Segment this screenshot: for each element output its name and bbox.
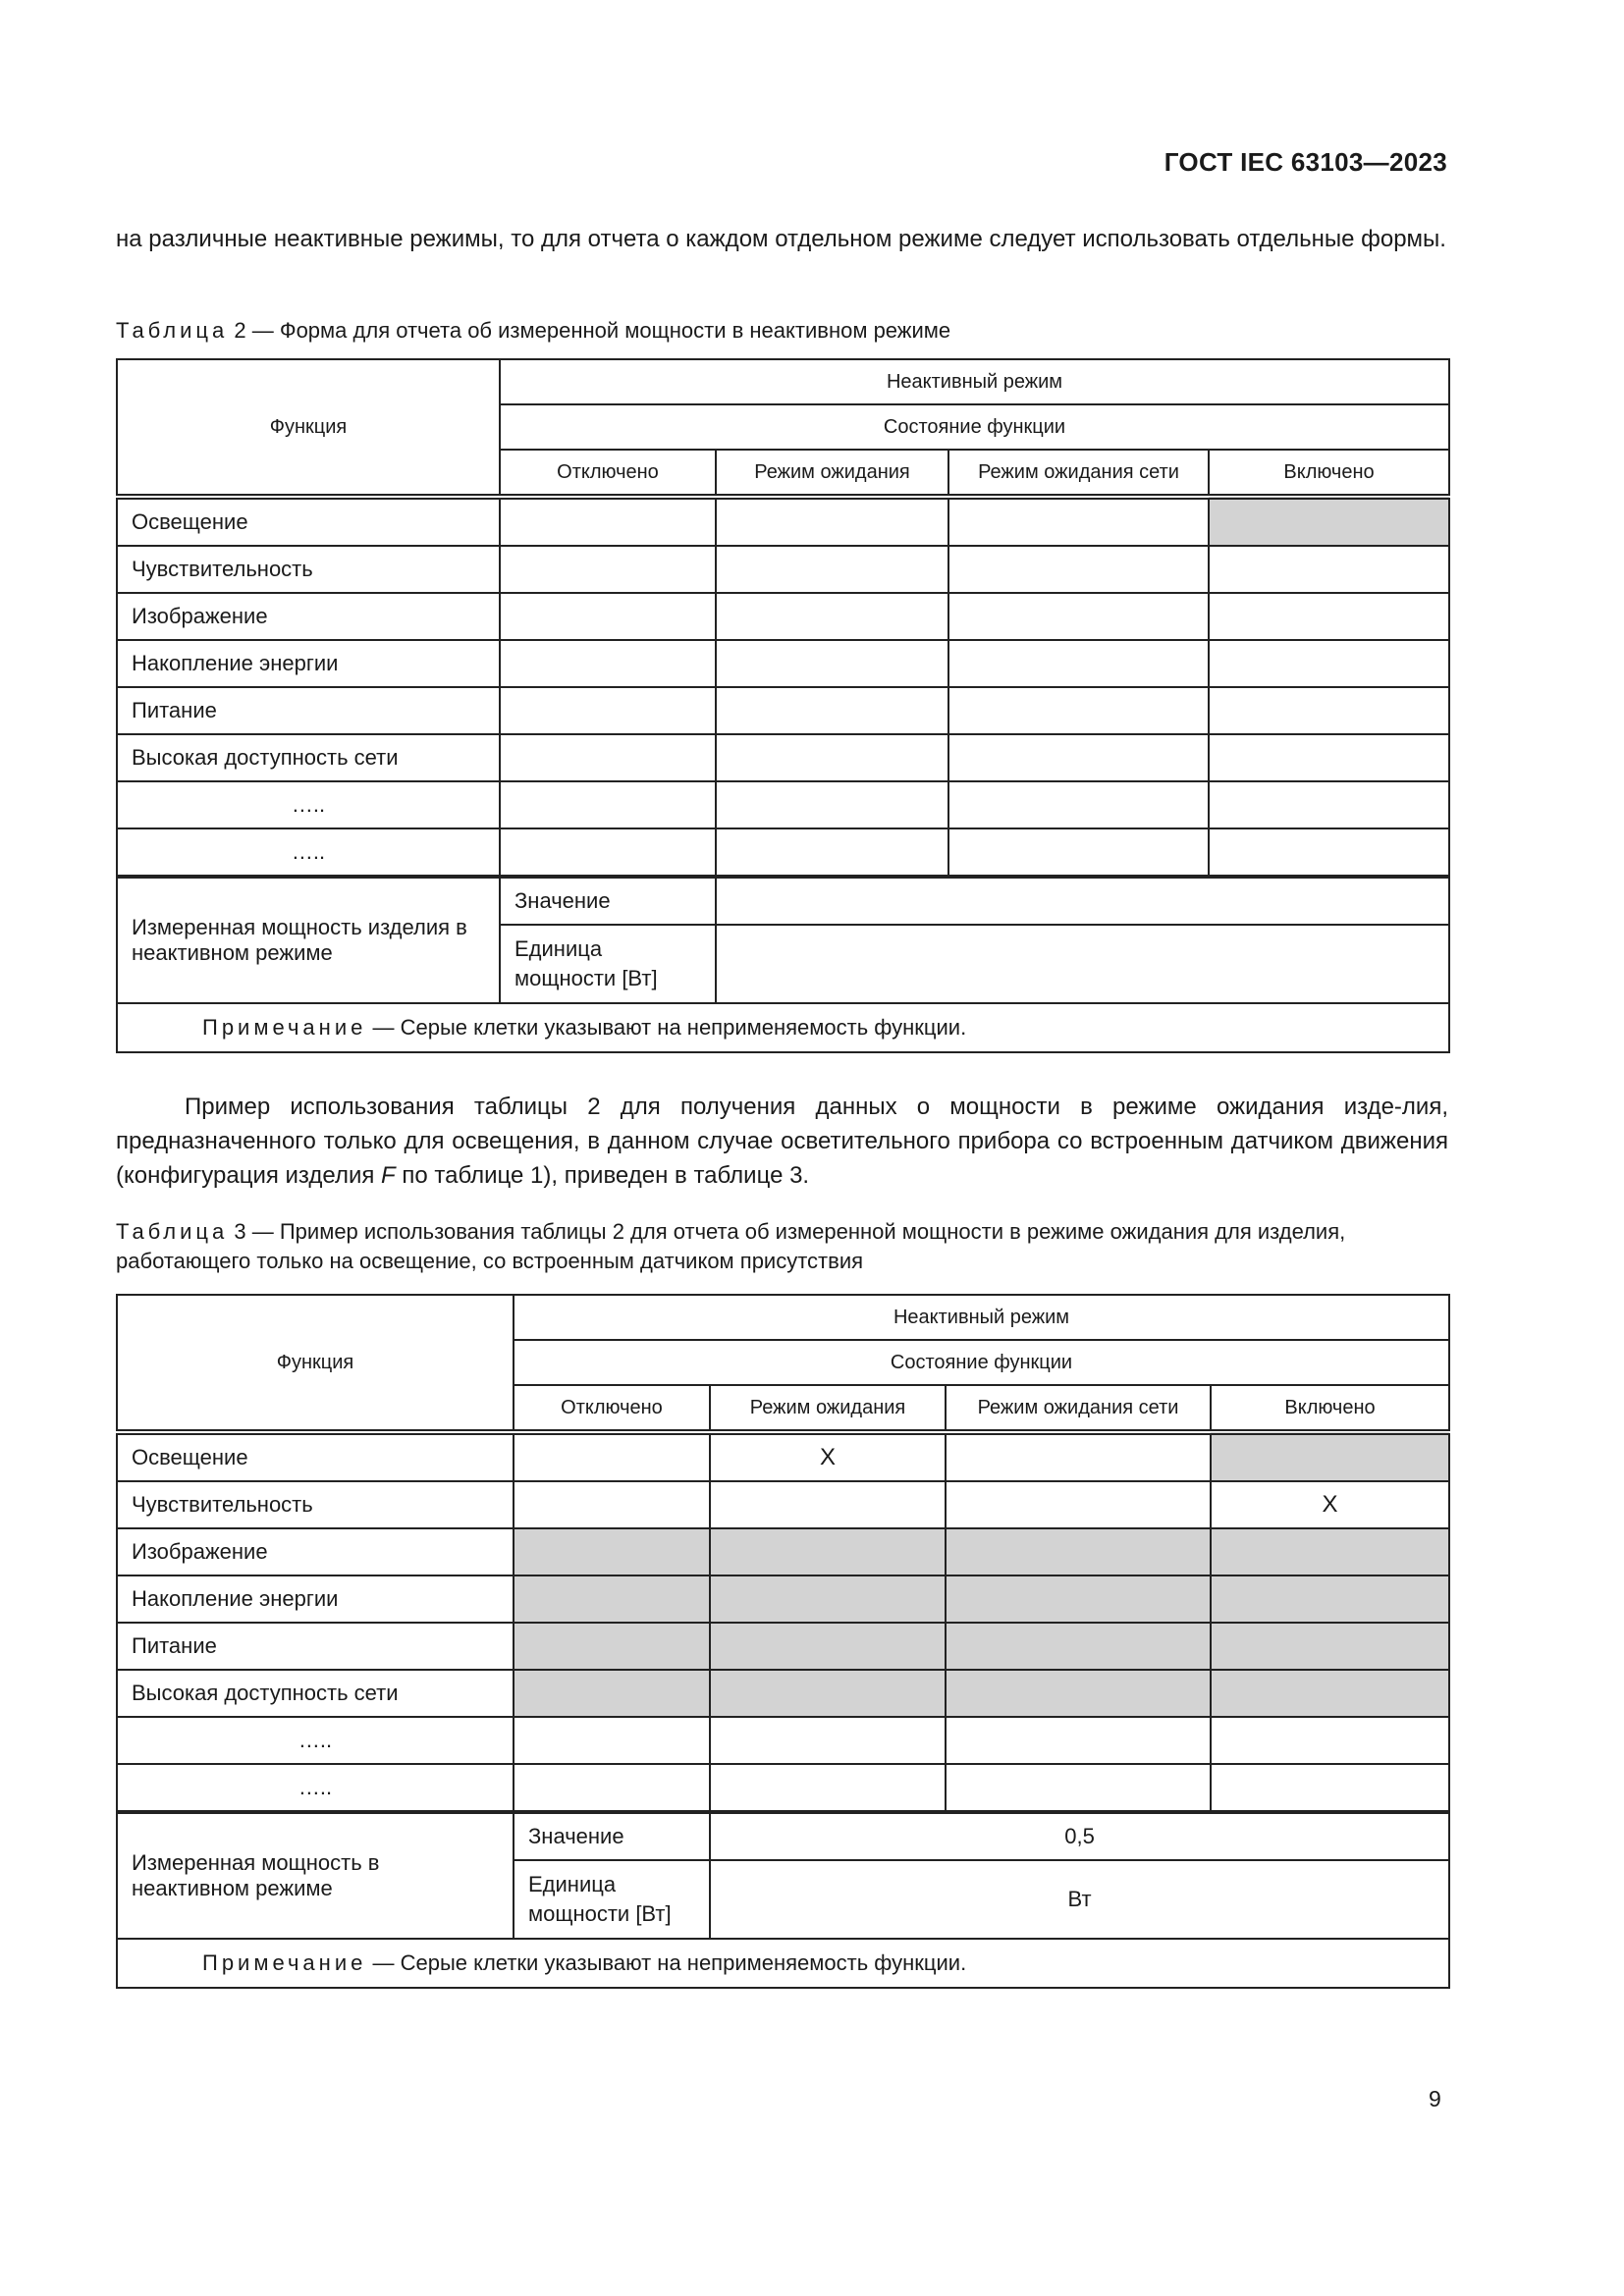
state-cell: X: [1211, 1481, 1449, 1528]
table3-caption-text: 3 — Пример использования таблицы 2 для отчета об измеренной мощности в режиме ожидания для изделия, работающего только на освещение, со встроенным датчиком присутствия: [116, 1219, 1346, 1273]
note-label: Примечание: [202, 1015, 367, 1040]
header-state-standby: Режим ожидания: [716, 450, 948, 497]
state-cell: [946, 1717, 1211, 1764]
value-cell: [716, 877, 1449, 925]
document-id: ГОСТ IEC 63103—2023: [1164, 147, 1447, 177]
function-cell: Изображение: [117, 593, 500, 640]
function-cell: Чувствительность: [117, 546, 500, 593]
state-cell: [514, 1764, 710, 1812]
table3-caption-label: Таблица: [116, 1219, 229, 1244]
state-cell: [1209, 781, 1449, 828]
table-note: [117, 1939, 1449, 1988]
function-cell: Высокая доступность сети: [117, 1670, 514, 1717]
state-cell: [500, 781, 716, 828]
not-applicable-cell: [946, 1528, 1211, 1575]
value-label: Значение: [500, 877, 716, 925]
not-applicable-cell: [1211, 1575, 1449, 1623]
header-function-state: Состояние функции: [500, 404, 1449, 450]
not-applicable-cell: [1211, 1528, 1449, 1575]
function-cell: Накопление энергии: [117, 1575, 514, 1623]
value-cell: 0,5: [710, 1812, 1449, 1860]
table-row: [117, 1717, 1449, 1764]
state-cell: [514, 1432, 710, 1481]
table3: [116, 1294, 1450, 1989]
state-cell: [500, 640, 716, 687]
table-row: [117, 781, 1449, 828]
not-applicable-cell: [1211, 1623, 1449, 1670]
unit-cell: [716, 925, 1449, 1003]
header-function-state: Состояние функции: [514, 1340, 1449, 1385]
not-applicable-cell: [514, 1528, 710, 1575]
example-paragraph: [116, 1090, 1448, 1193]
state-cell: [948, 640, 1209, 687]
state-cell: [500, 828, 716, 877]
measured-value-row: [117, 877, 1449, 925]
not-applicable-cell: [514, 1670, 710, 1717]
table-note: [117, 1003, 1449, 1052]
function-cell: Накопление энергии: [117, 640, 500, 687]
state-cell: [946, 1481, 1211, 1528]
example-text-before: Пример использования таблицы 2 для получения данных о мощности в режиме ожидания изде-лия, предназначенного только для освещения, в данном случае осветительного прибора со встроенным датчиком движения (конфигурация изделия: [116, 1094, 1448, 1189]
measured-power-label: Измеренная мощность в неактивном режиме: [117, 1812, 514, 1939]
state-cell: [946, 1432, 1211, 1481]
header-state-on: Включено: [1211, 1385, 1449, 1432]
function-cell: Освещение: [117, 497, 500, 546]
not-applicable-cell: [1211, 1670, 1449, 1717]
table3-caption: [116, 1217, 1448, 1276]
state-cell: [1209, 546, 1449, 593]
header-inactive-mode: Неактивный режим: [514, 1295, 1449, 1340]
note-row: [117, 1939, 1449, 1988]
table-row: [117, 1670, 1449, 1717]
table-row: [117, 1432, 1449, 1481]
not-applicable-cell: [710, 1670, 946, 1717]
state-cell: [948, 497, 1209, 546]
function-cell: Высокая доступность сети: [117, 734, 500, 781]
header-state-on: Включено: [1209, 450, 1449, 497]
state-cell: [716, 687, 948, 734]
table2-caption-text: 2 — Форма для отчета об измеренной мощности в неактивном режиме: [234, 318, 951, 343]
state-cell: [948, 546, 1209, 593]
function-cell: …..: [117, 781, 500, 828]
not-applicable-cell: [514, 1623, 710, 1670]
state-cell: [1211, 1764, 1449, 1812]
table-row: [117, 1481, 1449, 1528]
state-cell: [716, 640, 948, 687]
state-cell: [500, 593, 716, 640]
state-cell: [716, 546, 948, 593]
header-function: Функция: [117, 1295, 514, 1432]
not-applicable-cell: [710, 1575, 946, 1623]
note-text: — Серые клетки указывают на неприменяемость функции.: [372, 1015, 967, 1040]
state-cell: [948, 593, 1209, 640]
table-row: [117, 734, 1449, 781]
state-cell: [514, 1717, 710, 1764]
table2-caption: [116, 316, 1448, 346]
header-state-standby: Режим ожидания: [710, 1385, 946, 1432]
table2-caption-label: Таблица: [116, 318, 229, 343]
state-cell: [1209, 687, 1449, 734]
function-cell: …..: [117, 1764, 514, 1812]
table2: [116, 358, 1450, 1053]
state-cell: [710, 1717, 946, 1764]
value-label: Значение: [514, 1812, 710, 1860]
table-row: [117, 1528, 1449, 1575]
state-cell: [500, 497, 716, 546]
header-state-network-standby: Режим ожидания сети: [946, 1385, 1211, 1432]
intro-paragraph: на различные неактивные режимы, то для отчета о каждом отдельном режиме следует использовать отдельные формы.: [116, 226, 1446, 252]
state-cell: [710, 1764, 946, 1812]
state-cell: [1209, 828, 1449, 877]
table-row: [117, 593, 1449, 640]
unit-cell: Вт: [710, 1860, 1449, 1939]
state-cell: [946, 1764, 1211, 1812]
header-function: Функция: [117, 359, 500, 497]
state-cell: [948, 781, 1209, 828]
measured-value-row: [117, 1812, 1449, 1860]
function-cell: Питание: [117, 1623, 514, 1670]
table-row: [117, 687, 1449, 734]
not-applicable-cell: [946, 1575, 1211, 1623]
state-cell: [716, 781, 948, 828]
state-cell: [716, 497, 948, 546]
not-applicable-cell: [710, 1623, 946, 1670]
state-cell: [716, 734, 948, 781]
state-cell: [948, 734, 1209, 781]
table-row: [117, 828, 1449, 877]
note-row: [117, 1003, 1449, 1052]
table-row: [117, 1575, 1449, 1623]
header-state-network-standby: Режим ожидания сети: [948, 450, 1209, 497]
state-cell: X: [710, 1432, 946, 1481]
not-applicable-cell: [514, 1575, 710, 1623]
state-cell: [514, 1481, 710, 1528]
table-row: [117, 1764, 1449, 1812]
function-cell: Питание: [117, 687, 500, 734]
state-cell: [500, 687, 716, 734]
table-row: [117, 546, 1449, 593]
function-cell: …..: [117, 1717, 514, 1764]
table-row: [117, 1623, 1449, 1670]
function-cell: Освещение: [117, 1432, 514, 1481]
function-cell: …..: [117, 828, 500, 877]
state-cell: [948, 687, 1209, 734]
example-text-after: по таблице 1), приведен в таблице 3.: [395, 1162, 810, 1189]
state-cell: [948, 828, 1209, 877]
not-applicable-cell: [1211, 1432, 1449, 1481]
table-row: [117, 640, 1449, 687]
example-text-italic: F: [381, 1162, 396, 1189]
unit-label: Единица мощности [Вт]: [514, 1860, 710, 1939]
state-cell: [500, 734, 716, 781]
not-applicable-cell: [946, 1670, 1211, 1717]
not-applicable-cell: [946, 1623, 1211, 1670]
table-row: [117, 497, 1449, 546]
header-inactive-mode: Неактивный режим: [500, 359, 1449, 404]
state-cell: [1209, 640, 1449, 687]
state-cell: [1209, 593, 1449, 640]
function-cell: Изображение: [117, 1528, 514, 1575]
header-state-off: Отключено: [514, 1385, 710, 1432]
not-applicable-cell: [710, 1528, 946, 1575]
note-text: — Серые клетки указывают на неприменяемость функции.: [372, 1950, 967, 1975]
state-cell: [710, 1481, 946, 1528]
state-cell: [716, 593, 948, 640]
state-cell: [716, 828, 948, 877]
state-cell: [500, 546, 716, 593]
state-cell: [1209, 734, 1449, 781]
function-cell: Чувствительность: [117, 1481, 514, 1528]
not-applicable-cell: [1209, 497, 1449, 546]
page-number: 9: [1429, 2086, 1441, 2111]
state-cell: [1211, 1717, 1449, 1764]
note-label: Примечание: [202, 1950, 367, 1975]
header-state-off: Отключено: [500, 450, 716, 497]
unit-label: Единица мощности [Вт]: [500, 925, 716, 1003]
measured-power-label: Измеренная мощность изделия в неактивном режиме: [117, 877, 500, 1003]
